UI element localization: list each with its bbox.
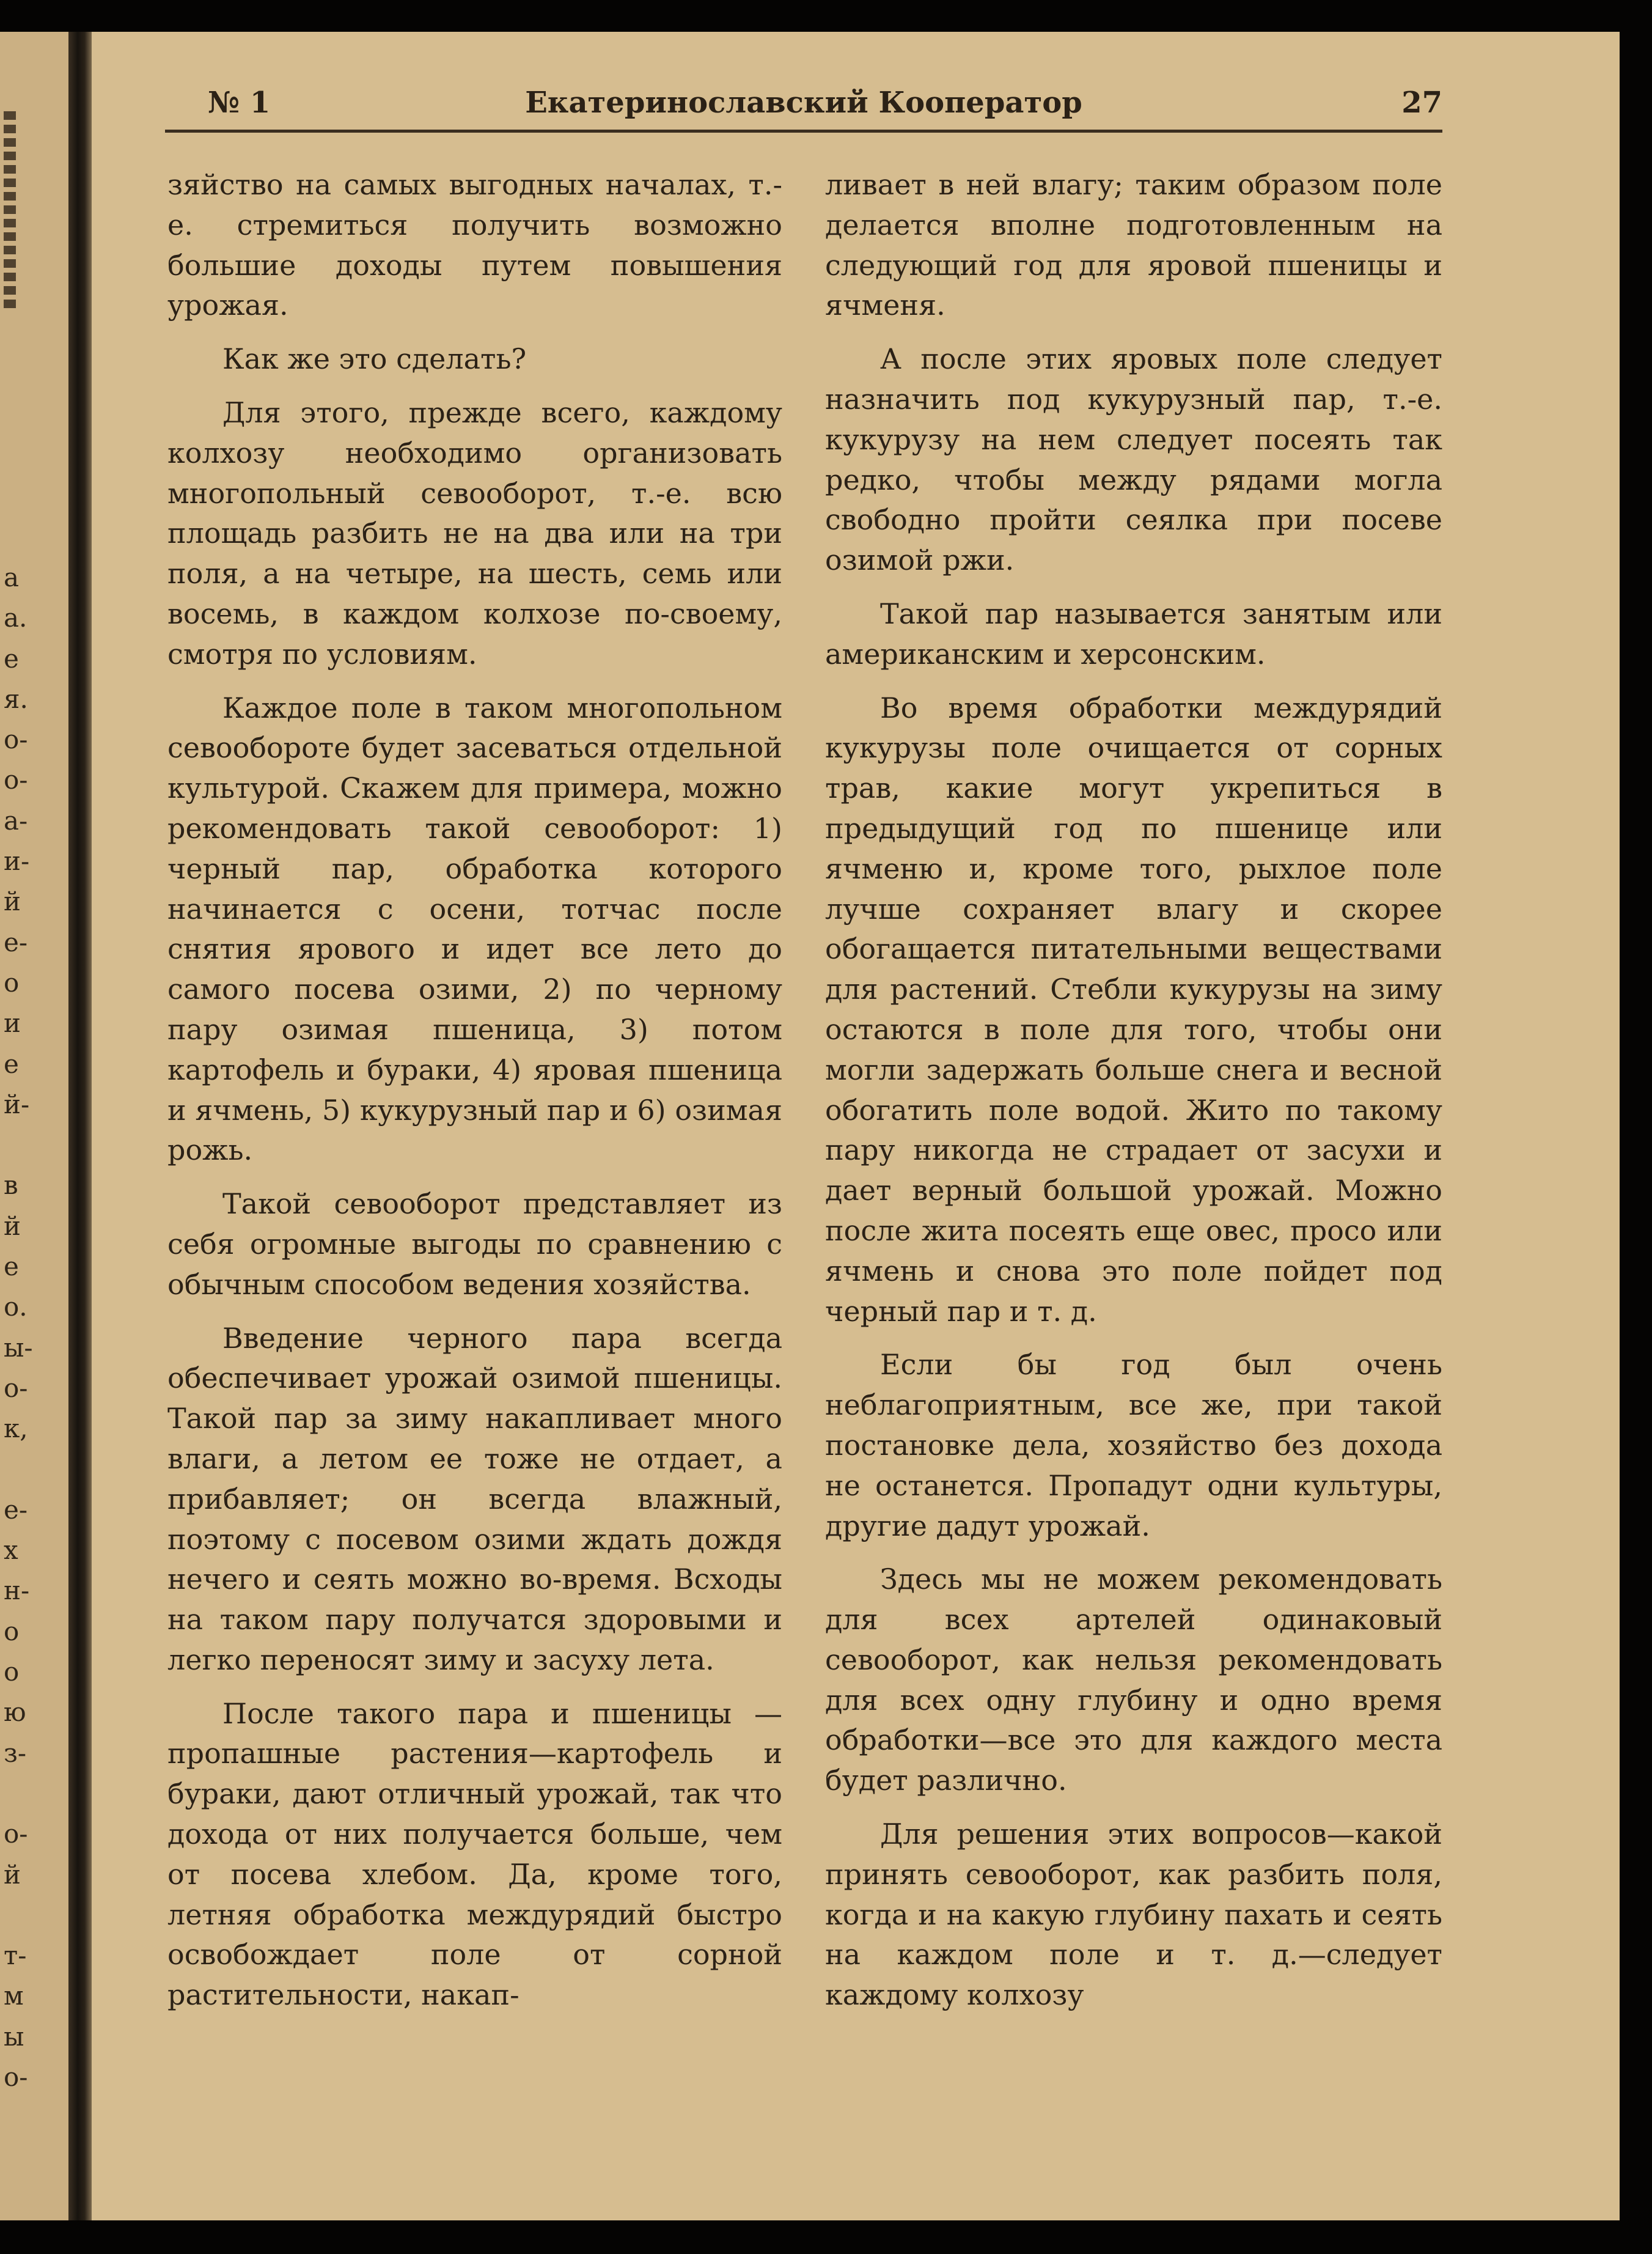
margin-fragment: я.: [4, 683, 28, 714]
margin-fragment: й-: [4, 1089, 30, 1119]
margin-fragment: е: [4, 1251, 19, 1282]
paragraph: Для этого, прежде всего, каждому колхозу необходимо организовать многопольный севооборот, т.-е. всю площадь разбить не на два или на три поля, а на четыре, на шесть, семь или восемь, в каждом колхозе по-своему, смотря по условиям.: [167, 396, 782, 671]
paragraph: Во время обработки междурядий кукурузы поле очищается от сорных трав, какие могут укрепиться в предыдущий год по пшенице или ячменю и, кроме того, рыхлое поле лучше сохраняет влагу и скорее обогащается питательными веществами для растений. Стебли кукурузы на зиму остаются в поле для того, чтобы они могли задержать больше снега и весной обогатить поле водой. Жито по такому пару никогда не страдает от засухи и дает верный большой урожай. Можно после жита посеять еще овес, просо или ячмень и снова это поле пойдет под черный пар и т. д.: [825, 691, 1442, 1328]
margin-fragment: ю: [4, 1697, 26, 1728]
margin-fragment: о.: [4, 1292, 28, 1322]
margin-fragment: к,: [4, 1413, 28, 1444]
previous-page-vertical-text: [4, 111, 16, 313]
margin-fragment: е: [4, 1048, 19, 1079]
margin-fragment: а-: [4, 805, 28, 836]
issue-number: № 1: [208, 86, 271, 120]
margin-fragment: ы: [4, 2021, 24, 2052]
margin-fragment: з-: [4, 1737, 27, 1768]
margin-fragment: о-: [4, 1372, 28, 1403]
margin-fragment: м: [4, 1981, 24, 2011]
paragraph: ливает в ней влагу; таким образом поле делается вполне подготовленным на следующий год для яровой пшеницы и ячменя.: [825, 168, 1442, 322]
margin-fragment: й: [4, 886, 21, 917]
margin-fragment: й: [4, 1859, 21, 1890]
margin-fragment: и-: [4, 846, 30, 877]
paragraph: Как же это сделать?: [222, 342, 527, 376]
right-text-column: [825, 165, 1442, 2029]
paragraph: Если бы год был очень неблагоприятным, все же, при такой постановке дела, хозяйство без дохода не останется. Пропадут одни культуры, другие дадут урожай.: [825, 1348, 1442, 1542]
paragraph: Введение черного пара всегда обеспечивает урожай озимой пшеницы. Такой пар за зиму накапливает много влаги, а летом ее тоже не отдает, а прибавляет; он всегда влажный, поэтому с посевом озими ждать дождя нечего и сеять можно во-время. Всходы на таком пару получатся здоровыми и легко переносят зиму и засуху лета.: [167, 1321, 782, 1676]
scan-right-border: [1620, 0, 1652, 2254]
page-number: 27: [1401, 86, 1442, 120]
paragraph: Каждое поле в таком многопольном севообороте будет засеваться отдельной культурой. Скажем для примера, можно рекомендовать такой севооборот: 1) черный пар, обработка которого начинается с осени, тотчас после снятия ярового и идет все лето до самого посева озими, 2) по черному пару озимая пшеница, 3) потом картофель и бураки, 4) яровая пшеница и ячмень, 5) кукурузный пар и 6) озимая рожь.: [167, 691, 782, 1167]
margin-fragment: и: [4, 1008, 21, 1039]
margin-fragment: о-: [4, 765, 28, 795]
left-text-column: [167, 165, 782, 2029]
margin-fragment: [4, 1773, 59, 1814]
margin-fragment: в: [4, 1170, 18, 1201]
margin-fragment: а: [4, 562, 20, 592]
paragraph: зяйство на самых выгодных началах, т.-е. стремиться получить возможно большие доходы путем повышения урожая.: [167, 168, 782, 322]
previous-page-edge: [0, 32, 72, 2220]
margin-fragment: е: [4, 643, 19, 674]
header-rule: [165, 130, 1442, 133]
margin-fragment: т-: [4, 1940, 27, 1971]
margin-fragment: о: [4, 967, 20, 998]
paragraph: А после этих яровых поле следует назначить под кукурузный пар, т.-е. кукурузу на нем следует посеять так редко, чтобы между рядами могла свободно пройти сеялка при посеве озимой ржи.: [825, 342, 1442, 577]
margin-fragment: ы-: [4, 1332, 33, 1363]
paragraph: Здесь мы не можем рекомендовать для всех артелей одинаковый севооборот, как нельзя рекомендовать для всех одну глубину и одно время обработки—все это для каждого места будет различно.: [825, 1563, 1442, 1797]
margin-fragment: о-: [4, 2061, 28, 2092]
paragraph: Такой севооборот представляет из себя огромные выгоды по сравнению с обычным способом ведения хозяйства.: [167, 1187, 782, 1301]
margin-fragment: [4, 1895, 59, 1935]
margin-fragment: е-: [4, 927, 28, 957]
margin-fragment: е-: [4, 1494, 28, 1525]
book-gutter: [68, 32, 92, 2220]
scan-top-border: [0, 0, 1652, 32]
paragraph: Для решения этих вопросов—какой принять севооборот, как разбить поля, когда и на какую глубину пахать и сеять на каждом поле и т. д.—следует каждому колхозу: [825, 1818, 1442, 2012]
running-header: [165, 86, 1442, 128]
journal-title: Екатеринославский Кооператор: [525, 86, 1082, 120]
margin-fragment: о-: [4, 724, 28, 755]
margin-fragment: о: [4, 1616, 20, 1646]
margin-fragment: о: [4, 1657, 20, 1687]
margin-fragment: й: [4, 1210, 21, 1241]
margin-fragment: [4, 1125, 59, 1165]
margin-fragment: н-: [4, 1575, 30, 1606]
margin-fragment: а.: [4, 603, 28, 633]
scan-bottom-border: [0, 2220, 1652, 2254]
margin-fragment: х: [4, 1535, 18, 1566]
previous-page-line-endings: [4, 558, 59, 2097]
margin-fragment: [4, 1449, 59, 1490]
paragraph: Такой пар называется занятым или американским и херсонским.: [825, 597, 1442, 671]
paragraph: После такого пара и пшеницы —пропашные растения—картофель и бураки, дают отличный урожай, так что дохода от них получается больше, чем от посева хлебом. Да, кроме того, летняя обработка междурядий быстро освобождает поле от сорной растительности, накап-: [167, 1696, 782, 2012]
margin-fragment: о-: [4, 1819, 28, 1849]
